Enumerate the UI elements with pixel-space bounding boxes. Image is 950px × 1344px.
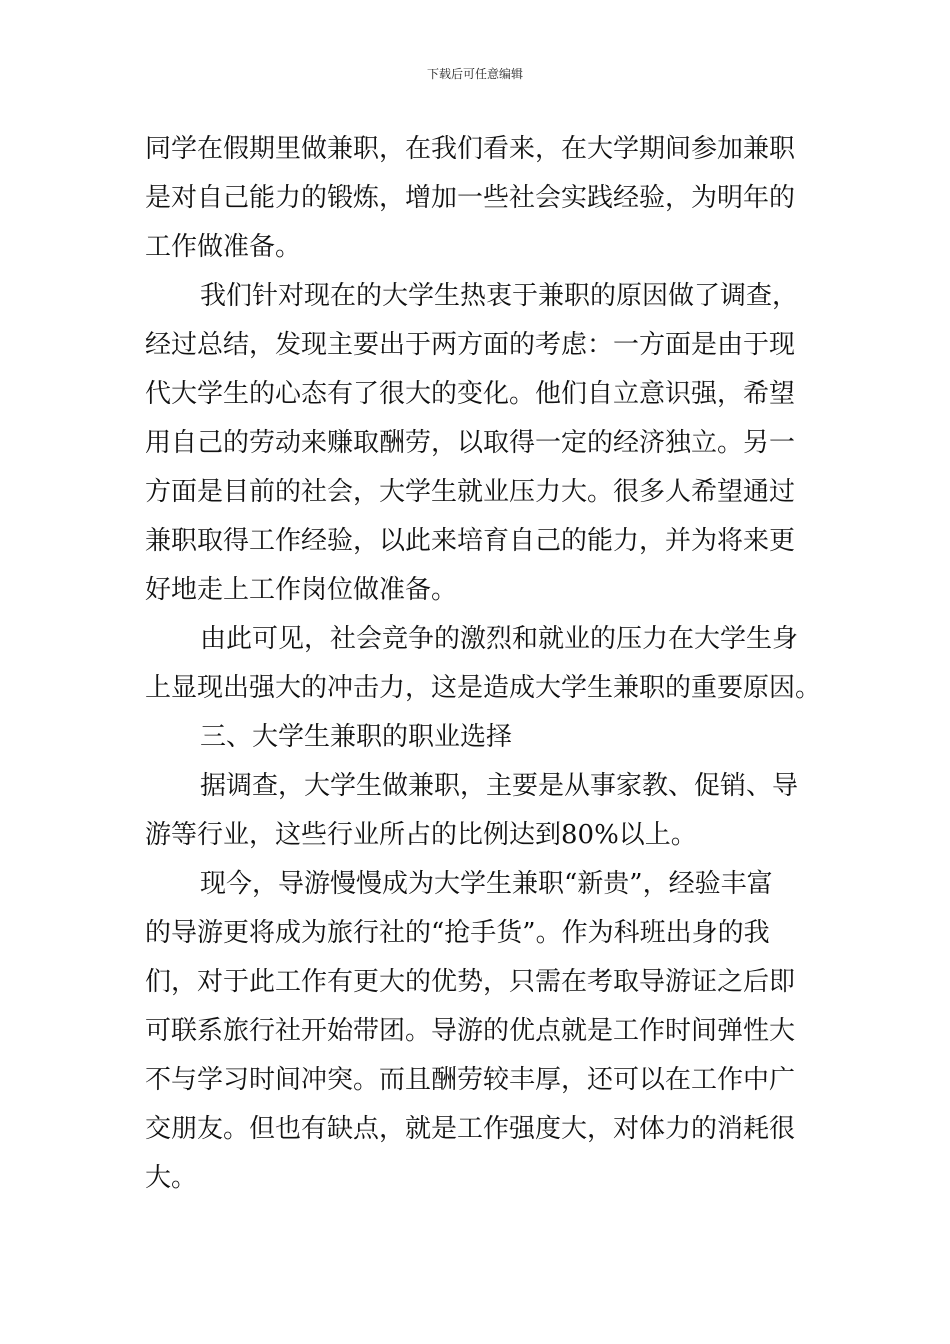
text-line: 可联系旅行社开始带团。导游的优点就是工作时间弹性大 [145, 1016, 796, 1046]
text-line: 兼职取得工作经验，以此来培育自己的能力，并为将来更 [145, 526, 796, 556]
text-line: 交朋友。但也有缺点，就是工作强度大，对体力的消耗很 [145, 1114, 796, 1144]
text-line: 用自己的劳动来赚取酬劳，以取得一定的经济独立。另一 [145, 428, 796, 458]
text-line: 方面是目前的社会，大学生就业压力大。很多人希望通过 [145, 477, 796, 507]
text-line: 同学在假期里做兼职，在我们看来，在大学期间参加兼职 [145, 134, 796, 164]
text-line: 代大学生的心态有了很大的变化。他们自立意识强，希望 [145, 379, 796, 409]
text-line: 游等行业，这些行业所占的比例达到80%以上。 [145, 820, 697, 850]
text-line: 不与学习时间冲突。而且酬劳较丰厚，还可以在工作中广 [145, 1065, 796, 1095]
text-line: 的导游更将成为旅行社的“抢手货”。作为科班出身的我 [145, 918, 770, 948]
paragraph-first-line: 据调查，大学生做兼职，主要是从事家教、促销、导 [200, 771, 799, 801]
section-heading: 三、大学生兼职的职业选择 [200, 722, 513, 752]
text-line: 工作做准备。 [145, 232, 302, 262]
text-line: 大。 [145, 1163, 198, 1193]
text-line: 上显现出强大的冲击力，这是造成大学生兼职的重要原因。 [145, 673, 822, 703]
text-line: 经过总结，发现主要出于两方面的考虑：一方面是由于现 [145, 330, 796, 360]
document-body [145, 125, 822, 1203]
text-line: 好地走上工作岗位做准备。 [145, 575, 458, 605]
text-line: 是对自己能力的锻炼，增加一些社会实践经验，为明年的 [145, 183, 796, 213]
paragraph-first-line: 现今，导游慢慢成为大学生兼职“新贵”，经验丰富 [200, 869, 773, 899]
text-line: 们，对于此工作有更大的优势，只需在考取导游证之后即 [145, 967, 796, 997]
paragraph-first-line: 我们针对现在的大学生热衷于兼职的原因做了调查， [200, 281, 799, 311]
page-header: 下载后可任意编辑 [426, 67, 523, 81]
paragraph-first-line: 由此可见，社会竞争的激烈和就业的压力在大学生身 [200, 624, 799, 654]
